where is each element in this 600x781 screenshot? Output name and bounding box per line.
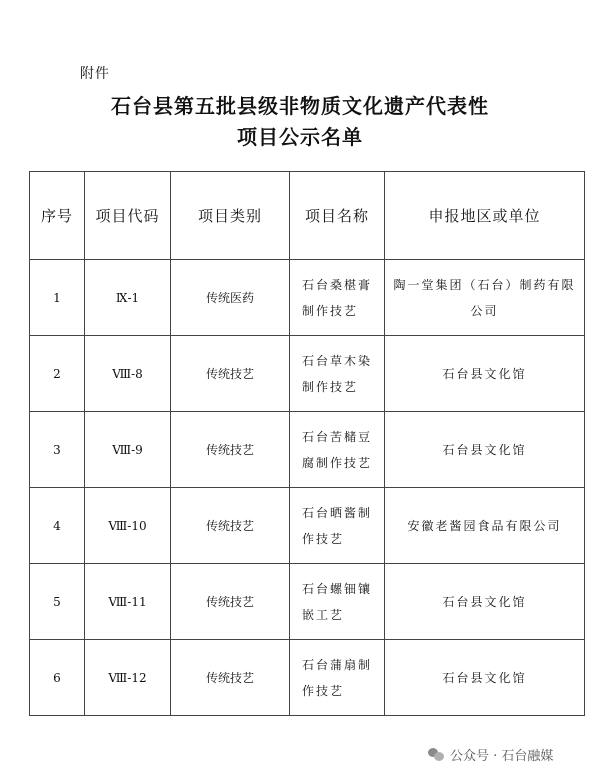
table-header-row bbox=[30, 172, 585, 260]
cell-category: 传统医药 bbox=[171, 260, 290, 336]
table-row bbox=[30, 640, 585, 716]
cell-name: 石台晒酱制作技艺 bbox=[290, 488, 385, 564]
cell-unit: 石台县文化馆 bbox=[385, 640, 585, 716]
cell-seq: 6 bbox=[30, 640, 85, 716]
table-row bbox=[30, 488, 585, 564]
cell-name: 石台螺钿镶嵌工艺 bbox=[290, 564, 385, 640]
cell-code: Ⅷ-11 bbox=[85, 564, 171, 640]
header-seq: 序号 bbox=[30, 172, 85, 260]
table-row bbox=[30, 412, 585, 488]
cell-seq: 1 bbox=[30, 260, 85, 336]
cell-unit: 陶一堂集团（石台）制药有限公司 bbox=[385, 260, 585, 336]
table-row bbox=[30, 564, 585, 640]
cell-seq: 2 bbox=[30, 336, 85, 412]
cell-code: Ⅷ-8 bbox=[85, 336, 171, 412]
cell-code: Ⅷ-12 bbox=[85, 640, 171, 716]
project-list-table bbox=[29, 171, 585, 716]
watermark-text: 公众号 · 石台融媒 bbox=[450, 749, 554, 764]
header-code: 项目代码 bbox=[85, 172, 171, 260]
wechat-icon bbox=[428, 748, 444, 761]
document-title-line-2: 项目公示名单 bbox=[237, 125, 363, 149]
document-title-line-1: 石台县第五批县级非物质文化遗产代表性 bbox=[111, 94, 489, 118]
cell-unit: 石台县文化馆 bbox=[385, 412, 585, 488]
table-row bbox=[30, 336, 585, 412]
cell-seq: 3 bbox=[30, 412, 85, 488]
cell-category: 传统技艺 bbox=[171, 412, 290, 488]
header-category: 项目类别 bbox=[171, 172, 290, 260]
header-unit: 申报地区或单位 bbox=[385, 172, 585, 260]
cell-category: 传统技艺 bbox=[171, 336, 290, 412]
cell-name: 石台苦槠豆腐制作技艺 bbox=[290, 412, 385, 488]
table-row bbox=[30, 260, 585, 336]
cell-unit: 安徽老酱园食品有限公司 bbox=[385, 488, 585, 564]
cell-code: Ⅷ-10 bbox=[85, 488, 171, 564]
cell-name: 石台蒲扇制作技艺 bbox=[290, 640, 385, 716]
source-watermark bbox=[428, 745, 553, 764]
cell-name: 石台草木染制作技艺 bbox=[290, 336, 385, 412]
cell-code: Ⅷ-9 bbox=[85, 412, 171, 488]
cell-category: 传统技艺 bbox=[171, 488, 290, 564]
cell-seq: 4 bbox=[30, 488, 85, 564]
header-name: 项目名称 bbox=[290, 172, 385, 260]
cell-seq: 5 bbox=[30, 564, 85, 640]
cell-unit: 石台县文化馆 bbox=[385, 564, 585, 640]
cell-unit: 石台县文化馆 bbox=[385, 336, 585, 412]
attachment-label: 附件 bbox=[80, 66, 110, 82]
cell-category: 传统技艺 bbox=[171, 564, 290, 640]
cell-category: 传统技艺 bbox=[171, 640, 290, 716]
cell-code: Ⅸ-1 bbox=[85, 260, 171, 336]
cell-name: 石台桑椹膏制作技艺 bbox=[290, 260, 385, 336]
